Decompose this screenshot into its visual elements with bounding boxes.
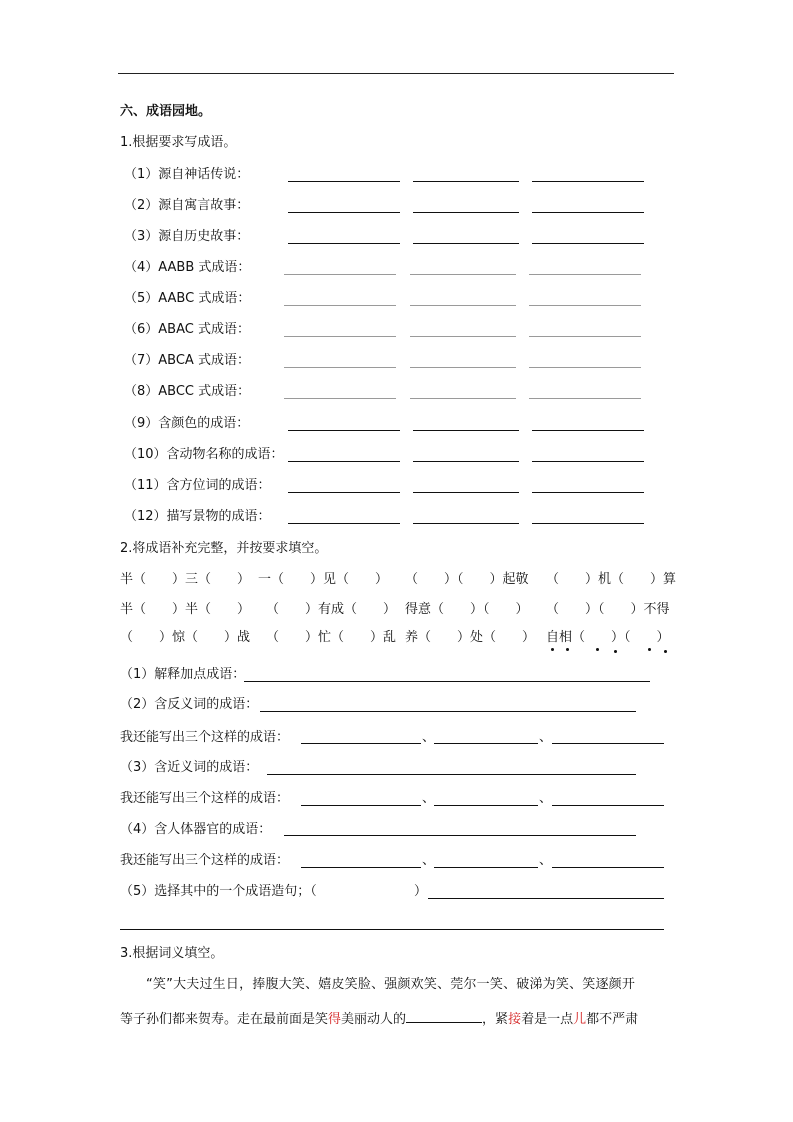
q1-answer-blank-1[interactable] xyxy=(284,336,396,337)
q1-answer-blank-2[interactable] xyxy=(413,461,519,462)
sub3-blank[interactable] xyxy=(267,774,636,775)
q1-item-label: （6）ABAC 式成语： xyxy=(124,322,250,337)
q3-paragraph-line-1: “笑”大夫过生日，捧腹大笑、嬉皮笑脸、强颜欢笑、莞尔一笑、破涕为笑、笑逐颜开 xyxy=(146,977,636,992)
emphasis-dot xyxy=(648,648,651,651)
sub2-label: （2）含反义词的成语： xyxy=(120,697,259,712)
header-rule xyxy=(118,73,674,74)
highlight-char: 得 xyxy=(328,1012,342,1027)
sub3-more-blank-3[interactable] xyxy=(552,805,664,806)
highlight-char: 接 xyxy=(508,1012,522,1027)
idiom-row-1-a: 半（ ）三（ ） xyxy=(120,572,251,587)
idiom-row-1-b: 一（ ）见（ ） xyxy=(258,572,389,587)
q1-answer-blank-2[interactable] xyxy=(413,430,519,431)
sub3-label: （3）含近义词的成语： xyxy=(120,760,259,775)
sub2-more-blank-3[interactable] xyxy=(552,743,664,744)
sub4-blank[interactable] xyxy=(284,835,636,836)
sub4-label: （4）含人体器官的成语： xyxy=(120,822,272,837)
q1-answer-blank-2[interactable] xyxy=(410,274,516,275)
q1-answer-blank-3[interactable] xyxy=(532,430,644,431)
q1-answer-blank-3[interactable] xyxy=(532,461,644,462)
q1-item-label: （10）含动物名称的成语： xyxy=(124,447,284,462)
idiom-row-3-c: 养（ ）处（ ） xyxy=(405,630,536,645)
q1-answer-blank-2[interactable] xyxy=(410,367,516,368)
idiom-row-2-c: 得意（ ）（ ） xyxy=(405,602,529,617)
sub3-more-label: 我还能写出三个这样的成语： xyxy=(120,791,290,806)
q1-answer-blank-2[interactable] xyxy=(413,212,519,213)
separator: 、 xyxy=(422,730,436,745)
sub5-label: （5）选择其中的一个成语造句；（ xyxy=(120,884,317,899)
q1-answer-blank-1[interactable] xyxy=(288,212,400,213)
q1-answer-blank-3[interactable] xyxy=(532,181,644,182)
q1-answer-blank-2[interactable] xyxy=(413,523,519,524)
q1-answer-blank-2[interactable] xyxy=(410,398,516,399)
separator: 、 xyxy=(539,791,553,806)
q1-answer-blank-1[interactable] xyxy=(284,398,396,399)
emphasis-dot xyxy=(551,648,554,651)
q1-answer-blank-3[interactable] xyxy=(532,492,644,493)
q1-answer-blank-1[interactable] xyxy=(288,243,400,244)
q1-answer-blank-2[interactable] xyxy=(413,492,519,493)
q1-answer-blank-2[interactable] xyxy=(410,305,516,306)
idiom-row-3-b: （ ）忙（ ）乱 xyxy=(266,630,397,645)
idiom-row-3-a: （ ）惊（ ）战 xyxy=(120,630,251,645)
q1-answer-blank-3[interactable] xyxy=(529,367,641,368)
q1-answer-blank-1[interactable] xyxy=(288,461,400,462)
q1-answer-blank-1[interactable] xyxy=(288,523,400,524)
sub2-more-label: 我还能写出三个这样的成语： xyxy=(120,730,290,745)
q1-item-label: （12）描写景物的成语： xyxy=(124,509,271,524)
q1-answer-blank-3[interactable] xyxy=(529,398,641,399)
q1-answer-blank-1[interactable] xyxy=(284,305,396,306)
q1-item-label: （1）源自神话传说： xyxy=(124,167,250,182)
q1-answer-blank-1[interactable] xyxy=(288,430,400,431)
sub1-label: （1）解释加点成语： xyxy=(120,667,246,682)
separator: 、 xyxy=(422,853,436,868)
q1-answer-blank-1[interactable] xyxy=(284,367,396,368)
sub4-more-blank-3[interactable] xyxy=(552,867,664,868)
q1-answer-blank-1[interactable] xyxy=(284,274,396,275)
idiom-row-1-c: （ ）（ ）起敬 xyxy=(405,572,529,587)
highlight-char: 儿 xyxy=(573,1012,587,1027)
q1-answer-blank-1[interactable] xyxy=(288,492,400,493)
sub4-more-blank-1[interactable] xyxy=(301,867,421,868)
idiom-row-3-d: 自相（ ）（ ） xyxy=(546,630,670,645)
sub2-more-blank-1[interactable] xyxy=(301,743,421,744)
q1-answer-blank-3[interactable] xyxy=(529,336,641,337)
sub5-blank-line-2[interactable] xyxy=(120,929,664,930)
q1-item-label: （9）含颜色的成语： xyxy=(124,416,250,431)
q1-item-label: （3）源自历史故事： xyxy=(124,229,250,244)
sub4-more-blank-2[interactable] xyxy=(434,867,538,868)
q1-item-label: （11）含方位词的成语： xyxy=(124,478,271,493)
sub2-blank[interactable] xyxy=(260,711,636,712)
idiom-row-2-d: （ ）（ ）不得 xyxy=(546,602,670,617)
q1-answer-blank-2[interactable] xyxy=(410,336,516,337)
q1-answer-blank-3[interactable] xyxy=(529,305,641,306)
separator: 、 xyxy=(539,853,553,868)
q1-answer-blank-3[interactable] xyxy=(532,212,644,213)
sub1-blank[interactable] xyxy=(244,681,650,682)
sub5-blank[interactable] xyxy=(428,898,664,899)
q1-title: 1.根据要求写成语。 xyxy=(120,135,237,150)
q3-title: 3.根据词义填空。 xyxy=(120,946,224,961)
q2-title: 2.将成语补充完整，并按要求填空。 xyxy=(120,541,328,556)
sub3-more-blank-2[interactable] xyxy=(434,805,538,806)
q1-answer-blank-1[interactable] xyxy=(288,181,400,182)
q1-answer-blank-2[interactable] xyxy=(413,243,519,244)
q1-item-label: （7）ABCA 式成语： xyxy=(124,353,250,368)
q1-answer-blank-2[interactable] xyxy=(413,181,519,182)
sub5-close-paren: ） xyxy=(414,884,428,899)
q1-item-label: （4）AABB 式成语： xyxy=(124,260,251,275)
q1-answer-blank-3[interactable] xyxy=(532,243,644,244)
emphasis-dot xyxy=(664,650,667,653)
emphasis-dot xyxy=(614,650,617,653)
separator: 、 xyxy=(539,730,553,745)
sub3-more-blank-1[interactable] xyxy=(301,805,421,806)
q1-item-label: （8）ABCC 式成语： xyxy=(124,384,251,399)
q1-item-label: （5）AABC 式成语： xyxy=(124,291,251,306)
emphasis-dot xyxy=(596,648,599,651)
idiom-row-2-b: （ ）有成（ ） xyxy=(266,602,397,617)
idiom-row-2-a: 半（ ）半（ ） xyxy=(120,602,251,617)
separator: 、 xyxy=(422,791,436,806)
idiom-row-1-d: （ ）机（ ）算 xyxy=(546,572,677,587)
q3-blank-1[interactable] xyxy=(406,1010,482,1023)
q3-paragraph-line-2: 等子孙们都来贺寿。走在最前面是笑得美丽动人的 ，紧接着是一点儿都不严肃 xyxy=(120,1012,639,1027)
section-title: 六、成语园地。 xyxy=(120,104,212,119)
sub4-more-label: 我还能写出三个这样的成语： xyxy=(120,853,290,868)
sub2-more-blank-2[interactable] xyxy=(434,743,538,744)
emphasis-dot xyxy=(566,648,569,651)
q1-answer-blank-3[interactable] xyxy=(532,523,644,524)
q1-item-label: （2）源自寓言故事： xyxy=(124,198,250,213)
q1-answer-blank-3[interactable] xyxy=(529,274,641,275)
